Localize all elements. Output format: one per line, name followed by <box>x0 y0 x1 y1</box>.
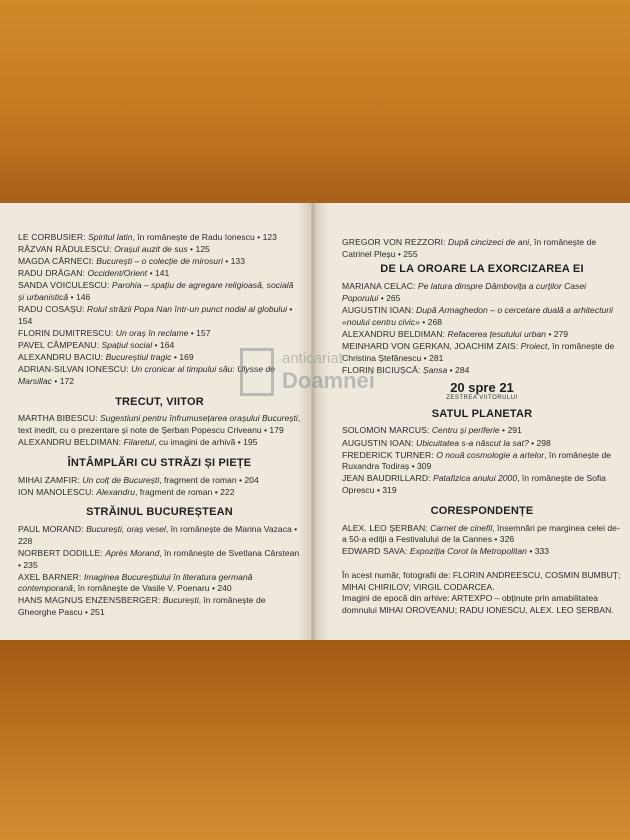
toc-entry <box>18 572 301 595</box>
logo-title: 20 spre 21 <box>450 380 514 396</box>
entry-details: • 172 <box>51 375 75 386</box>
entry-author: PAUL MORAND: <box>18 524 84 535</box>
entry-title: Ubicuitatea s-a născut la sat? <box>415 437 529 448</box>
toc-entry <box>342 546 622 558</box>
entry-title: Un cronicar al timpului său: Ulysse de Marsillac <box>18 364 275 386</box>
watermark-line1: anticariat <box>282 350 343 367</box>
entry-author: LE CORBUSIER: <box>18 232 86 242</box>
entry-title: Bucureștiul tragic <box>105 352 172 363</box>
entry-details: • 284 <box>447 364 470 375</box>
entry-title: București, oraș vesel <box>86 524 166 535</box>
toc-entry <box>18 328 301 340</box>
entry-details: , fragment de roman • 222 <box>134 486 235 497</box>
entry-title: Șansa <box>422 364 448 375</box>
entry-author: MEINHARD VON GERKAN, JOACHIM ZAIS: <box>342 340 519 351</box>
entry-title: Sugestiuni pentru înfrumusețarea orașului București <box>100 413 298 424</box>
section-heading-intamplari: ÎNTÂMPLĂRI CU STRĂZI ȘI PIEȚE <box>67 456 252 469</box>
entry-details: , în românește de Radu Ionescu • 123 <box>132 232 277 242</box>
entry-details: , în românește de Sofia Oprescu • 319 <box>342 473 606 496</box>
entry-details: • 279 <box>545 328 569 339</box>
toc-entry <box>18 304 301 327</box>
entry-author: FLORIN BICIUȘCĂ: <box>342 364 421 375</box>
toc-entry <box>18 268 301 280</box>
toc-entry <box>18 352 301 364</box>
toc-entry <box>342 341 622 364</box>
entry-author: ION MANOLESCU: <box>18 486 94 497</box>
toc-entry <box>18 524 301 547</box>
entry-details: • 133 <box>222 256 245 267</box>
entry-author: ALEXANDRU BELDIMAN: <box>18 437 122 448</box>
toc-entry <box>342 425 622 437</box>
toc-entry <box>18 548 301 571</box>
entries-group-b <box>342 281 622 376</box>
entry-author: NORBERT DODILLE: <box>18 547 103 558</box>
entry-author: SOLOMON MARCUS: <box>342 425 430 436</box>
entry-author: GREGOR VON REZZORI: <box>342 237 446 247</box>
toc-entry <box>342 450 622 473</box>
toc-entry <box>18 256 301 268</box>
entry-author: RADU DRĂGAN: <box>18 268 86 279</box>
entry-author: ADRIAN-SILVAN IONESCU: <box>18 364 129 375</box>
entry-title: Expoziția Corot la Metropolitan <box>409 546 527 557</box>
entries-group-c <box>342 425 622 496</box>
entry-details: , în românește de Catrinel Pleșu • 255 <box>342 237 597 259</box>
entry-details: • 169 <box>171 352 194 363</box>
toc-entry <box>342 305 622 328</box>
entry-details: • 265 <box>378 292 401 303</box>
entry-author: RĂZVAN RĂDULESCU: <box>18 244 112 255</box>
toc-entry <box>18 413 301 436</box>
entries-group-d <box>18 524 301 619</box>
entry-title: Un colț de București <box>82 474 160 485</box>
entry-author: ALEX. LEO ȘERBAN: <box>342 522 428 533</box>
entry-author: AUGUSTIN IOAN: <box>342 437 414 448</box>
entry-title: Patafizica anului 2000 <box>433 473 518 484</box>
toc-entry <box>18 232 301 244</box>
toc-entry <box>18 244 301 256</box>
entry-author: MIHAI ZAMFIR: <box>18 474 80 485</box>
entry-details: • 141 <box>147 268 170 279</box>
section-heading-satul-planetar: SATUL PLANETAR <box>431 407 533 420</box>
entry-title: Proiect <box>520 340 548 351</box>
left-page <box>18 232 301 619</box>
toc-entry <box>18 280 301 303</box>
entry-title: Parohia – spațiu de agregare religioasă, socială și urbanistică <box>18 280 294 303</box>
entry-title: Pe latura dinspre Dâmbovița a curților Casei Poporului <box>342 281 587 303</box>
entry-details: • 298 <box>528 437 551 448</box>
entry-author: PAVEL CÂMPEANU: <box>18 340 100 351</box>
entries-group-a <box>18 232 301 388</box>
entry-details: , fragment de roman • 204 <box>159 474 259 485</box>
entry-title: Orașul auzit de sus <box>114 244 188 255</box>
toc-entry <box>342 281 622 304</box>
entry-author: MARTHA BIBESCU: <box>18 413 98 424</box>
entry-title: Alexandru <box>96 486 135 497</box>
entry-details: • 154 <box>18 304 293 326</box>
entry-author: ALEXANDRU BACIU: <box>18 352 104 363</box>
entry-title: București <box>162 595 199 606</box>
entry-details: , însemnări pe marginea celei de-a 50-a ediții a Festivalului de la Cannes • 326 <box>342 522 620 545</box>
entry-details: , text inedit, cu o prezentare și note de Șerban Popescu Criveanu • 179 <box>18 413 301 436</box>
entries-group-d <box>342 523 622 559</box>
entry-title: București – o colecție de mirosuri <box>96 256 223 267</box>
entry-author: FLORIN DUMITRESCU: <box>18 327 114 338</box>
section-heading-strainul: STRĂINUL BUCUREȘTEAN <box>86 506 233 519</box>
entry-details: , cu imagini de arhivă • 195 <box>154 437 258 448</box>
toc-entry <box>18 364 301 387</box>
book-gutter <box>297 203 329 640</box>
entry-details: , în românește de Marina Vazaca • 228 <box>18 524 298 546</box>
entry-title: Rolul străzii Popa Nan într-un punct nodal al globului <box>87 304 288 315</box>
toc-entry <box>18 437 301 449</box>
entry-author: ALEXANDRU BELDIMAN: <box>342 328 446 339</box>
entry-details: • 125 <box>187 244 210 255</box>
entry-details: , în românește de Gheorghe Pascu • 251 <box>18 595 266 618</box>
entry-author: MAGDA CÂRNECI: <box>18 256 94 267</box>
entry-author: HANS MAGNUS ENZENSBERGER: <box>18 595 161 606</box>
entry-title: Spiritul latin <box>88 232 133 242</box>
toc-entry <box>342 473 622 496</box>
toc-entry <box>18 487 301 499</box>
entry-details: • 164 <box>152 340 175 351</box>
entry-title: Après Morand <box>105 547 160 558</box>
entry-title: Un oraș în reclame <box>115 327 189 338</box>
entry-title: Spațiul social <box>101 340 153 351</box>
entry-author: RADU COSAȘU: <box>18 304 85 315</box>
toc-entry <box>18 595 301 618</box>
entry-details: • 333 <box>526 546 550 557</box>
entry-details: • 146 <box>68 292 91 303</box>
entry-author: SANDA VOICULESCU: <box>18 280 110 291</box>
right-page <box>342 237 622 617</box>
toc-entry <box>342 523 622 546</box>
toc-entry <box>342 237 622 260</box>
toc-entry <box>342 438 622 450</box>
section-heading-trecut-viitor: TRECUT, VIITOR <box>115 395 204 408</box>
entry-details: , în românește de Ruxandra Todiraș • 309 <box>342 449 612 472</box>
toc-entry <box>18 340 301 352</box>
logo-subtitle: ZESTREA VIITORULUI <box>446 395 518 401</box>
watermark-line2: Doamnei <box>282 368 375 393</box>
entry-title: După cincizeci de ani <box>448 237 530 247</box>
entry-author: AUGUSTIN IOAN: <box>342 304 414 315</box>
section-logo <box>342 382 622 404</box>
entry-title: Centru și periferie <box>431 425 500 436</box>
entry-details: • 291 <box>499 425 522 436</box>
entries-group-a <box>342 237 622 260</box>
entry-title: Filaretul <box>123 437 155 448</box>
entry-details: • 157 <box>188 327 211 338</box>
entry-details: , în românește de Christina Ștefănescu • 281 <box>342 340 615 363</box>
entry-title: După Armaghedon – o cercetare duală a arhitecturii «noului centru civic» <box>342 304 613 327</box>
background-top <box>0 0 630 205</box>
background-bottom <box>0 640 630 840</box>
entry-author: FREDERICK TURNER: <box>342 449 434 460</box>
entry-details: , în românește de Svetlana Cârstean • 235 <box>18 547 300 570</box>
entry-author: AXEL BARNER: <box>18 571 82 582</box>
entry-title: Carnet de cinefil <box>430 522 493 533</box>
toc-entry <box>342 365 622 377</box>
entry-title: Imaginea Bucureștiului în literatura germană contemporană <box>18 571 253 594</box>
entry-author: MARIANA CELAC: <box>342 281 416 292</box>
toc-entry <box>18 475 301 487</box>
archive-credits: Imagini de epocă din arhive: ARTEXPO – obținute prin amabilitatea domnului MIHAI OROVEANU; RADU IONESCU, ALEX. LEO ȘERBAN. <box>342 593 614 616</box>
section-heading-corespondente: CORESPONDENȚE <box>430 504 534 517</box>
entry-author: EDWARD SAVA: <box>342 546 408 557</box>
section-heading-oroare: DE LA OROARE LA EXORCIZAREA EI <box>380 263 584 276</box>
entry-title: O nouă cosmologie a artelor <box>436 449 545 460</box>
entry-details: , în românește de Vasile V. Poenaru • 240 <box>72 583 232 594</box>
entry-title: Refacerea țesutului urban <box>447 328 546 339</box>
photo-credits: În acest număr, fotografii de: FLORIN ANDREESCU, COSMIN BUMBUȚ; MIHAI CHIRILOV; VIRGIL CODARCEA. <box>342 570 621 592</box>
entry-details: • 268 <box>419 316 442 327</box>
entries-group-b <box>18 413 301 449</box>
entry-title: Occident/Orient <box>87 268 148 279</box>
toc-entry <box>342 329 622 341</box>
entry-author: JEAN BAUDRILLARD: <box>342 473 431 484</box>
entries-group-c <box>18 475 301 499</box>
